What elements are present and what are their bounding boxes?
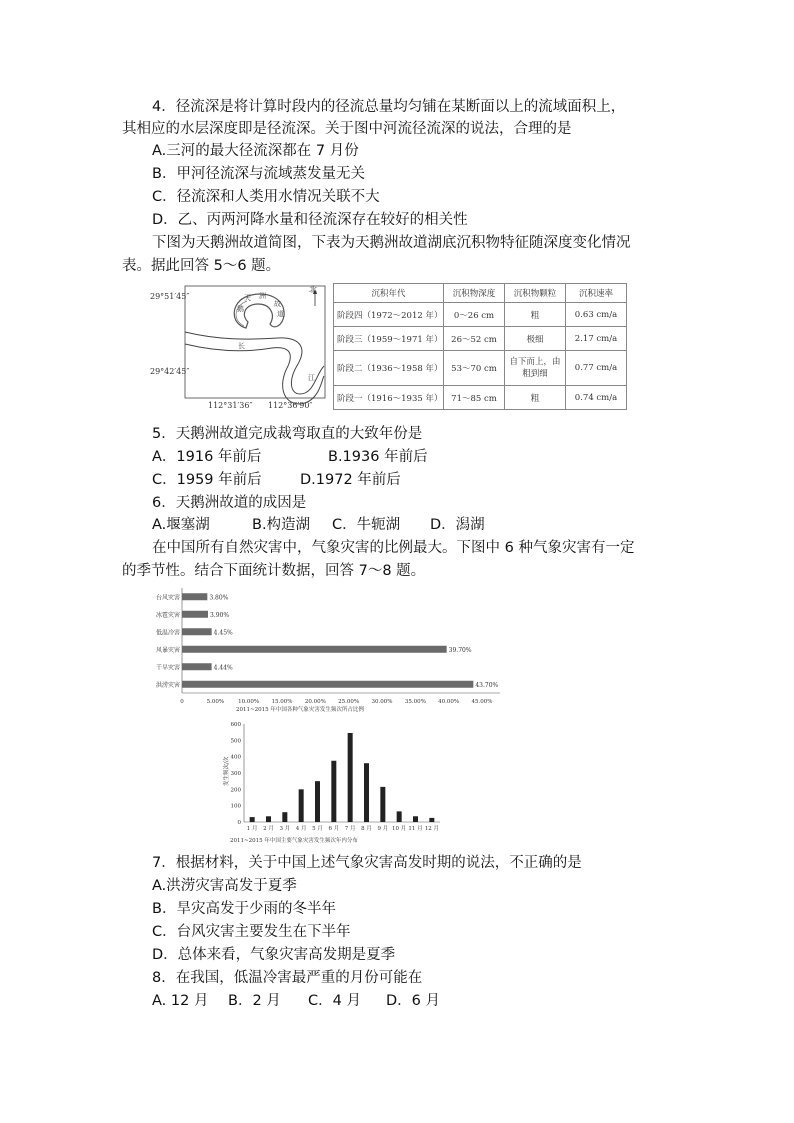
bar xyxy=(331,761,336,822)
table-cell: 0.77 cm/a xyxy=(566,351,627,386)
x-tick-label: 35.00% xyxy=(404,699,426,705)
bar xyxy=(182,681,473,688)
q7-option-c: C．台风灾害主要发生在下半年 xyxy=(152,924,351,940)
table-row xyxy=(334,351,627,386)
bar xyxy=(364,763,369,822)
table-cell: 0.74 cm/a xyxy=(566,386,627,410)
bar xyxy=(182,646,447,653)
river-lower-bank xyxy=(185,344,324,404)
q7-option-d: D．总体来看，气象灾害高发期是夏季 xyxy=(152,947,396,963)
table-cell: 阶段四（1972～2012 年） xyxy=(334,303,444,327)
bar xyxy=(182,593,207,600)
lon-left-label: 112°31′36″ xyxy=(208,401,253,410)
q4-option-a: A.三河的最大径流深都在 7 月份 xyxy=(152,143,359,159)
river-char: 长 xyxy=(238,342,245,350)
chart-title: 2011~2015 年中国各种气象灾害发生频次所占比例 xyxy=(236,707,364,713)
north-label: 北 xyxy=(309,285,317,294)
table-cell: 71～85 cm xyxy=(444,386,505,410)
x-tick-label: 11 月 xyxy=(408,826,423,832)
q4-option-c: C．径流深和人类用水情况关联不大 xyxy=(152,189,380,205)
x-tick-label: 7 月 xyxy=(344,826,356,832)
x-tick-label: 10.00% xyxy=(238,699,260,705)
lake-char-2: 鹅 xyxy=(237,305,244,313)
table-cell: 53～70 cm xyxy=(444,351,505,386)
table-header-cell: 沉积年代 xyxy=(334,284,444,303)
table-cell: 阶段二（1936～1958 年） xyxy=(334,351,444,386)
table-header-cell: 沉积物颗粒 xyxy=(505,284,566,303)
category-label: 台风灾害 xyxy=(155,594,180,602)
q5-options-row1 xyxy=(152,447,428,467)
x-tick-label: 8 月 xyxy=(361,826,372,832)
table-cell: 0.63 cm/a xyxy=(566,303,627,327)
q6-option-c: C．牛轭湖 xyxy=(332,517,401,533)
q6-option-d: D．潟湖 xyxy=(430,517,485,533)
table-cell: 极细 xyxy=(505,327,566,351)
x-tick-label: 4 月 xyxy=(295,826,307,832)
table-cell: 0～26 cm xyxy=(444,303,505,327)
bar xyxy=(282,812,287,822)
bar xyxy=(429,818,434,822)
x-tick-label: 10 月 xyxy=(392,826,407,832)
data-label: 43.70% xyxy=(475,681,499,689)
q5-option-a: A．1916 年前后 xyxy=(152,449,262,465)
table-row xyxy=(334,386,627,410)
table-cell: 26～52 cm xyxy=(444,327,505,351)
data-label: 3.90% xyxy=(210,611,230,619)
lat-top-label: 29°51′45″ xyxy=(150,292,190,301)
x-tick-label: 5.00% xyxy=(206,699,225,705)
bar xyxy=(413,816,418,822)
intro-78-line1: 在中国所有自然灾害中，气象灾害的比例最大。下图中 6 种气象灾害有一定 xyxy=(152,540,635,556)
river-upper-bank xyxy=(185,332,324,394)
x-tick-label: 3 月 xyxy=(279,826,291,832)
category-label: 低温冷害 xyxy=(155,629,180,637)
bar xyxy=(250,817,255,822)
bar xyxy=(348,733,353,822)
lake-char-5: 道 xyxy=(277,310,284,318)
y-tick-label: 100 xyxy=(230,803,241,810)
intro-56-line2: 表。据此回答 5～6 题。 xyxy=(122,258,281,274)
bar xyxy=(299,789,304,822)
data-label: 39.70% xyxy=(448,646,472,654)
q5-option-d: D.1972 年前后 xyxy=(300,472,401,488)
q8-option-a: A. 12 月 xyxy=(152,993,209,1009)
sediment-table xyxy=(333,283,627,410)
x-tick-label: 40.00% xyxy=(438,699,460,705)
bar xyxy=(182,663,212,670)
bar xyxy=(380,787,385,822)
q8-option-c: C．4 月 xyxy=(308,993,361,1009)
x-tick-label: 9 月 xyxy=(377,826,389,832)
table-cell: 阶段三（1959～1971 年） xyxy=(334,327,444,351)
disaster-share-chart xyxy=(146,585,506,713)
q4-stem-line1: 4．径流深是将计算时段内的径流总量均匀铺在某断面以上的流域面积上， xyxy=(152,99,626,115)
q7-option-b: B．旱灾高发于少雨的冬半年 xyxy=(152,901,336,917)
category-label: 干旱灾害 xyxy=(155,664,180,672)
table-cell: 粗 xyxy=(505,303,566,327)
bar xyxy=(315,781,320,822)
q6-option-a: A.堰塞湖 xyxy=(152,517,210,533)
q8-options-row xyxy=(152,991,440,1011)
x-tick-label: 5 月 xyxy=(312,826,323,832)
category-label: 风暴灾害 xyxy=(155,646,180,654)
x-tick-label: 45.00% xyxy=(471,699,493,705)
q8-option-b: B．2 月 xyxy=(228,993,281,1009)
q5-option-c: C．1959 年前后 xyxy=(152,472,262,488)
y-tick-label: 300 xyxy=(230,771,241,777)
q6-stem: 6．天鹅洲故道的成因是 xyxy=(152,495,307,511)
table-cell: 2.17 cm/a xyxy=(566,327,627,351)
q6-option-b: B.构造湖 xyxy=(252,517,311,533)
bar xyxy=(182,611,208,618)
q5-option-b: B.1936 年前后 xyxy=(328,449,428,465)
x-tick-label: 6 月 xyxy=(328,826,340,832)
q5-stem: 5．天鹅洲故道完成裁弯取直的大致年份是 xyxy=(152,426,423,442)
x-tick-label: 12 月 xyxy=(424,826,439,832)
table-cell: 自下而上，由粗到细 xyxy=(505,351,566,386)
table-header-cell: 沉积速率 xyxy=(566,284,627,303)
monthly-frequency-chart xyxy=(222,718,442,850)
chart-title: 2011~2015 年中国主要气象灾害发生频次年内分布 xyxy=(230,838,358,844)
y-tick-label: 400 xyxy=(230,754,241,761)
x-tick-label: 25.00% xyxy=(338,699,360,705)
category-label: 冰雹灾害 xyxy=(155,611,180,619)
intro-78-line2: 的季节性。结合下面统计数据，回答 7～8 题。 xyxy=(122,563,426,579)
table-cell: 粗 xyxy=(505,386,566,410)
bar xyxy=(266,816,271,822)
q4-option-b: B．甲河径流深与流域蒸发量无关 xyxy=(152,166,365,182)
lake-char-3: 洲 xyxy=(259,292,266,300)
q8-stem: 8．在我国，低温冷害最严重的月份可能在 xyxy=(152,970,423,986)
table-row xyxy=(334,327,627,351)
x-tick-label: 15.00% xyxy=(271,699,293,705)
y-axis-label: 发生频次/次 xyxy=(224,756,230,786)
lake-char-4: 故 xyxy=(274,300,281,308)
river-char-2: 江 xyxy=(308,374,315,382)
lon-right-label: 112°36′90″ xyxy=(268,401,313,410)
x-tick-label: 0 xyxy=(180,699,184,705)
y-tick-label: 0 xyxy=(237,820,241,826)
data-label: 4.44% xyxy=(213,664,233,672)
table-header-row xyxy=(334,284,627,303)
lake-char-1: 天 xyxy=(244,294,251,302)
table-row xyxy=(334,303,627,327)
q4-stem-line2: 其相应的水层深度即是径流深。关于图中河流径流深的说法，合理的是 xyxy=(122,121,572,137)
x-tick-label: 1 月 xyxy=(246,826,258,832)
x-tick-label: 2 月 xyxy=(263,826,274,832)
y-tick-label: 600 xyxy=(230,722,241,728)
lat-bottom-label: 29°42′45″ xyxy=(150,367,190,376)
x-tick-label: 20.00% xyxy=(304,699,326,705)
y-tick-label: 200 xyxy=(230,787,241,794)
data-label: 4.45% xyxy=(213,629,233,637)
data-label: 3.80% xyxy=(209,594,229,602)
q6-options-row xyxy=(152,515,485,535)
y-tick-label: 500 xyxy=(230,738,241,745)
q7-option-a: A.洪涝灾害高发于夏季 xyxy=(152,878,297,894)
table-cell: 阶段一（1916～1935 年） xyxy=(334,386,444,410)
intro-56-line1: 下图为天鹅洲故道简图，下表为天鹅洲故道湖底沉积物特征随深度变化情况 xyxy=(152,235,631,251)
x-tick-label: 30.00% xyxy=(371,699,393,705)
q5-options-row2 xyxy=(152,470,401,490)
q4-option-d: D．乙、丙两河降水量和径流深存在较好的相关性 xyxy=(152,212,468,228)
table-header-cell: 沉积物深度 xyxy=(444,284,505,303)
q8-option-d: D．6 月 xyxy=(386,993,440,1009)
category-label: 洪涝灾害 xyxy=(155,681,180,689)
bar xyxy=(182,628,212,635)
bar xyxy=(397,811,402,822)
q7-stem: 7．根据材料，关于中国上述气象灾害高发时期的说法，不正确的是 xyxy=(152,855,582,871)
